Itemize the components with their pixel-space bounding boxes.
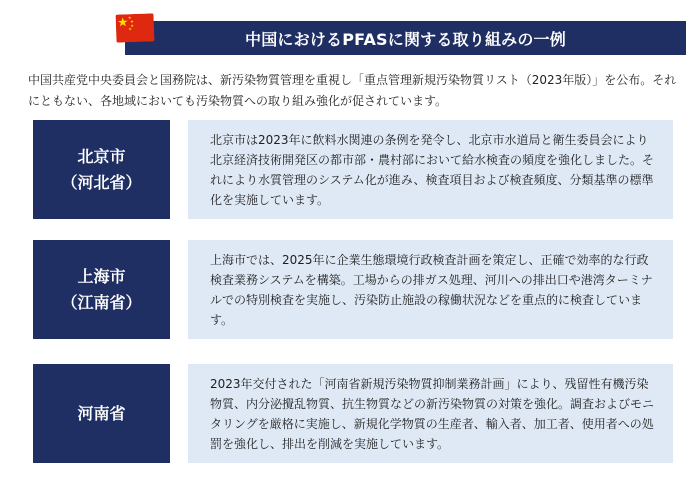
row-content-text: 上海市では、2025年に企業生態環境行政検査計画を策定し、正確で効率的な行政検査業務システムを構築。工場からの排ガス処理、河川への排出口や港湾ターミナルでの特別検査を実施し、汚染防止施設の稼働状況などを重点的に検査しています。	[210, 252, 653, 327]
intro-text: 中国共産党中央委員会と国務院は、新汚染物質管理を重視し「重点管理新規汚染物質リスト（2023年版）」を公布。それにともない、各地域においても汚染物質への取り組み強化が促されています。	[28, 73, 677, 108]
row-label-text: 北京市 （河北省）	[61, 146, 142, 192]
row-content-text: 北京市は2023年に飲料水関連の条例を発令し、北京市水道局と衛生委員会により北京経済技術開発区の都市部・農村部において給水検査の頻度を強化しました。それにより水質管理のシステム化が進み、検査項目および検査頻度、分類基準の標準化を実施しています。	[210, 132, 655, 207]
row-label-text: 上海市 （江南省）	[61, 266, 142, 312]
row-content	[188, 364, 673, 463]
row-beijing	[33, 120, 673, 219]
china-flag-icon	[116, 13, 155, 42]
row-henan	[33, 364, 673, 463]
header-bar	[125, 21, 686, 55]
row-label	[33, 240, 170, 339]
row-label-text: 河南省	[77, 403, 126, 423]
row-content	[188, 240, 673, 339]
row-label	[33, 120, 170, 219]
row-content	[188, 120, 673, 219]
row-label	[33, 364, 170, 463]
page-title: 中国におけるPFASに関する取り組みの一例	[245, 29, 566, 49]
row-content-text: 2023年交付された「河南省新規汚染物質抑制業務計画」により、残留性有機汚染物質、内分泌攪乱物質、抗生物質などの新汚染物質の対策を強化。調査およびモニタリングを厳格に実施し、新規化学物質の生産者、輸入者、加工者、使用者への処罰を強化し、排出を削減を実施しています。	[210, 376, 655, 451]
row-shanghai	[33, 240, 673, 339]
